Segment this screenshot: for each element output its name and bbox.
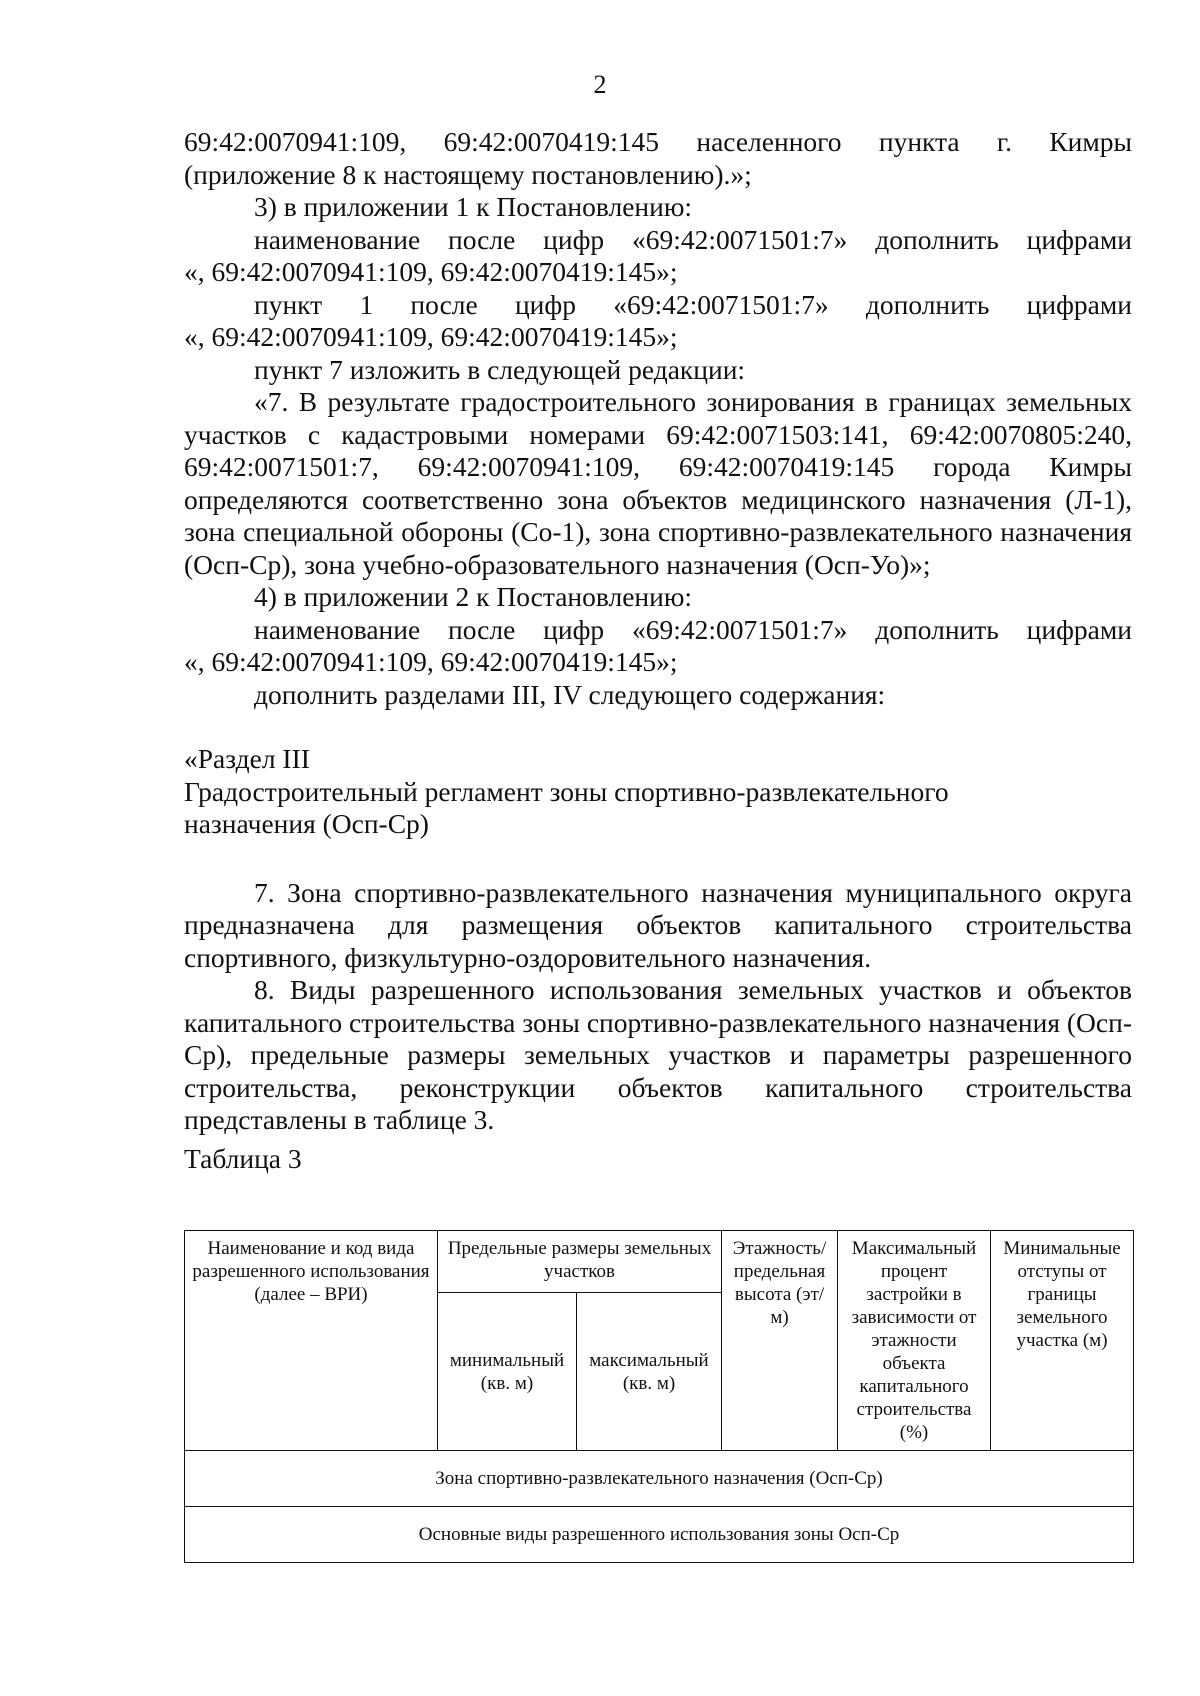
regulation-table (184, 1230, 1134, 1563)
paragraph: дополнить разделами III, IV следующего содержания: (254, 678, 886, 710)
paragraph: «, 69:42:0070941:109, 69:42:0070419:145»; (184, 646, 678, 677)
table-header-max: максимальный (кв. м) (577, 1293, 722, 1451)
paragraph: пункт 1 после цифр «69:42:0071501:7» дополнить цифрами (254, 288, 1132, 320)
table-label: Таблица 3 (184, 1142, 302, 1174)
table-row-main-uses: Основные виды разрешенного использования зоны Осп-Ср (185, 1507, 1134, 1563)
document-body (184, 126, 1132, 1175)
paragraph: 4) в приложении 2 к Постановлению: (254, 581, 693, 612)
table-header-percent: Максимальный процент застройки в зависимости от этажности объекта капитального строительства (%) (838, 1231, 991, 1451)
table-header-floors: Этажность/ предельная высота (эт/м) (722, 1231, 838, 1451)
paragraph: наименование после цифр «69:42:0071501:7» дополнить цифрами (254, 223, 1132, 255)
paragraph: наименование после цифр «69:42:0071501:7» дополнить цифрами (254, 613, 1132, 645)
table-header-min: минимальный (кв. м) (438, 1293, 577, 1451)
table-header-offset: Минимальные отступы от границы земельного участка (м) (991, 1231, 1134, 1451)
paragraph: 3) в приложении 1 к Постановлению: (254, 191, 693, 222)
table-header-name: Наименование и код вида разрешенного использования (далее – ВРИ) (185, 1231, 438, 1451)
table-header-sizes: Предельные размеры земельных участков (438, 1231, 722, 1293)
paragraph: (приложение 8 к настоящему постановлению).»; (184, 158, 752, 190)
section-title: назначения (Осп-Ср) (184, 808, 429, 839)
paragraph: «, 69:42:0070941:109, 69:42:0070419:145»; (184, 256, 678, 287)
section-title: Градостроительный регламент зоны спортивно-развлекательного (184, 775, 949, 807)
paragraph: 69:42:0070941:109, 69:42:0070419:145 населенного пункта г. Кимры (184, 126, 1132, 157)
paragraph: «, 69:42:0070941:109, 69:42:0070419:145»; (184, 321, 678, 352)
table-row-zone: Зона спортивно-развлекательного назначения (Осп-Ср) (185, 1451, 1134, 1507)
page-number: 2 (593, 70, 607, 99)
paragraph: «7. В результате градостроительного зонирования в границах земельных участков с кадастровыми номерами 69:42:0071503:141, 69:42:0070805:240, 69:42:0071501:7, 69:42:0070941:109, 69:42:0070419:145 города Кимры определяются соответственно зона объектов медицинского назначения (Л-1), зона специальной обороны (Со-1), зона спортивно-развлекательного назначения (Осп-Ср), зона учебно-образовательного назначения (Осп-Уо)»; (184, 386, 1132, 580)
paragraph: 7. Зона спортивно-развлекательного назначения муниципального округа предназначена для размещения объектов капитального строительства спортивного, физкультурно-оздоровительного назначения. (184, 876, 1132, 973)
paragraph: пункт 7 изложить в следующей редакции: (254, 353, 746, 385)
paragraph: 8. Виды разрешенного использования земельных участков и объектов капитального строительства зоны спортивно-развлекательного назначения (Осп-Ср), предельные размеры земельных участков и параметры разрешенного строительства, реконструкции объектов капитального строительства представлены в таблице 3. (184, 974, 1132, 1135)
section-heading: «Раздел III (184, 743, 310, 774)
